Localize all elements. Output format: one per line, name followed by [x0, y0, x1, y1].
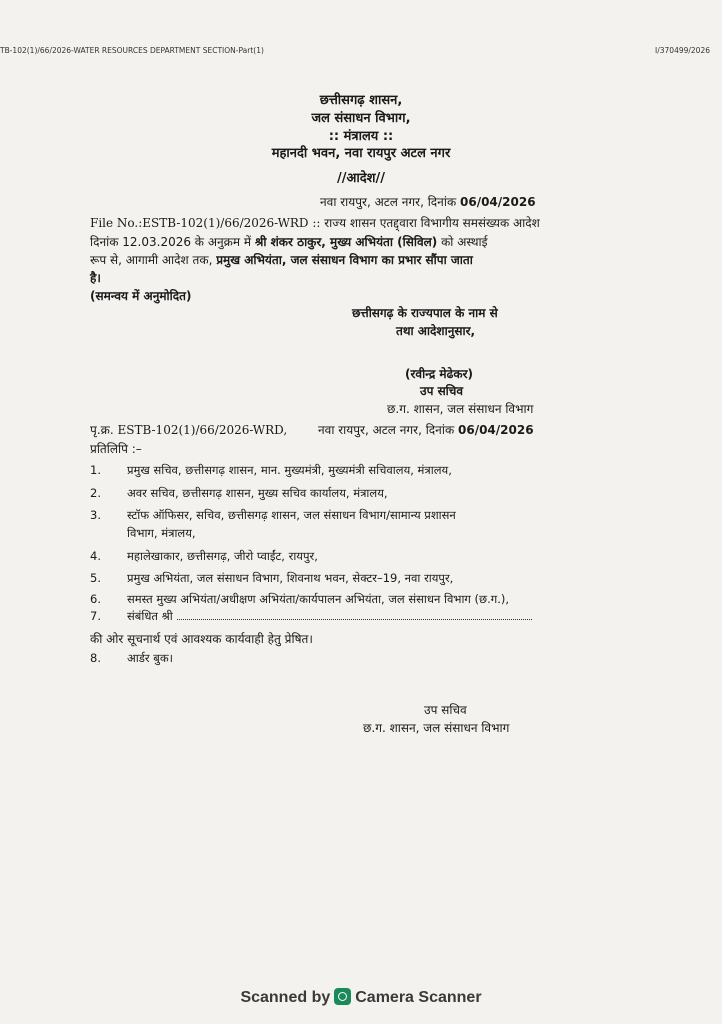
copy-item-text: प्रमुख अभियंता, जल संसाधन विभाग, शिवनाथ भवन, सेक्टर–19, नवा रायपुर, — [127, 571, 454, 585]
governor-line-2: तथा आदेशानुसार, — [396, 324, 476, 338]
order-date: 06/04/2026 — [460, 195, 536, 209]
officer-name: श्री शंकर ठाकुर, मुख्य अभियंता (सिविल) — [254, 235, 438, 249]
copy-item-number: 8. — [90, 651, 101, 665]
footer-sign-designation: उप सचिव — [424, 703, 467, 717]
copy-item-text: अवर सचिव, छत्तीसगढ़ शासन, मुख्य सचिव कार्यालय, मंत्रालय, — [127, 486, 388, 500]
copy-item-number: 6. — [90, 592, 101, 606]
endorsement-date: 06/04/2026 — [458, 423, 534, 437]
governor-line-1: छत्तीसगढ़ के राज्यपाल के नाम से — [352, 306, 498, 320]
letterhead-state: छत्तीसगढ़ शासन, — [319, 93, 403, 108]
copy-item-text: स्टॉफ ऑफिसर, सचिव, छत्तीसगढ़ शासन, जल संसाधन विभाग/सामान्य प्रशासन — [127, 508, 456, 522]
forward-note: की ओर सूचनार्थ एवं आवश्यक कार्यवाही हेतु प्रेषित। — [90, 632, 313, 646]
charge-assigned: प्रमुख अभियंता, जल संसाधन विभाग का प्रभार सौंपा जाता — [216, 253, 473, 267]
copy-item-text: प्रमुख सचिव, छत्तीसगढ़ शासन, मान. मुख्यमंत्री, मुख्यमंत्री सचिवालय, मंत्रालय, — [127, 463, 452, 477]
endorsement-place: नवा रायपुर, अटल नगर, दिनांक — [318, 423, 455, 437]
order-date-place: नवा रायपुर, अटल नगर, दिनांक — [320, 195, 457, 209]
body-line-2-end: को अस्थाई — [437, 235, 488, 249]
signatory-name: (रवीन्द्र मेढेकर) — [405, 367, 473, 381]
copy-item-number: 1. — [90, 463, 101, 477]
copy-item-number: 3. — [90, 508, 101, 522]
copy-item-number: 2. — [90, 486, 101, 500]
endorsement-ref-number: पृ.क्र. ESTB-102(1)/66/2026-WRD, — [90, 423, 288, 437]
copy-item-text-continued: विभाग, मंत्रालय, — [127, 526, 196, 540]
endorsement-date-line — [318, 421, 534, 438]
order-book-item: आर्डर बुक। — [127, 651, 174, 665]
letterhead-ministry: :: मंत्रालय :: — [328, 129, 394, 144]
body-line-2 — [90, 233, 488, 250]
concerned-officer-label: संबंधित श्री — [127, 609, 173, 623]
body-line-3-start: रूप से, आगामी आदेश तक, — [90, 253, 217, 267]
footer-sign-office: छ.ग. शासन, जल संसाधन विभाग — [363, 721, 510, 735]
letterhead-department: जल संसाधन विभाग, — [311, 111, 411, 126]
body-line-3 — [90, 251, 473, 268]
body-line-2-start: दिनांक 12.03.2026 के अनुक्रम में — [90, 235, 255, 249]
scanner-prefix: Scanned by — [240, 989, 331, 1006]
copy-item-number: 4. — [90, 549, 101, 563]
copy-item-number: 5. — [90, 571, 101, 585]
endorsement-ref — [90, 421, 287, 438]
copy-item-text: महालेखाकार, छत्तीसगढ़, जीरो प्वाईंट, रायपुर, — [127, 549, 318, 563]
blank-fill-line — [177, 610, 532, 620]
file-reference-header: TB-102(1)/66/2026-WATER RESOURCES DEPARTMENT SECTION-Part(1) — [0, 46, 264, 55]
signatory-designation: उप सचिव — [420, 384, 464, 398]
order-date-line — [320, 193, 536, 210]
scanner-app-name: Camera Scanner — [355, 989, 482, 1006]
approval-note: (समन्वय में अनुमोदित) — [90, 289, 192, 303]
order-title: //आदेश// — [336, 171, 386, 186]
body-line-1: File No.:ESTB-102(1)/66/2026-WRD :: राज्य शासन एतद्द्वारा विभागीय समसंख्यक आदेश — [90, 216, 540, 230]
signatory-office: छ.ग. शासन, जल संसाधन विभाग — [387, 402, 534, 416]
copy-item-text — [127, 609, 532, 624]
document-id-header: I/370499/2026 — [655, 46, 710, 55]
letterhead-address: महानदी भवन, नवा रायपुर अटल नगर — [271, 146, 451, 161]
body-line-4: है। — [90, 271, 101, 285]
copy-to-label: प्रतिलिपि :– — [90, 442, 142, 456]
scanner-watermark — [0, 988, 722, 1007]
camera-scanner-icon — [334, 988, 351, 1005]
copy-item-text: समस्त मुख्य अभियंता/अधीक्षण अभियंता/कार्यपालन अभियंता, जल संसाधन विभाग (छ.ग.), — [127, 592, 510, 606]
copy-item-number: 7. — [90, 609, 101, 623]
